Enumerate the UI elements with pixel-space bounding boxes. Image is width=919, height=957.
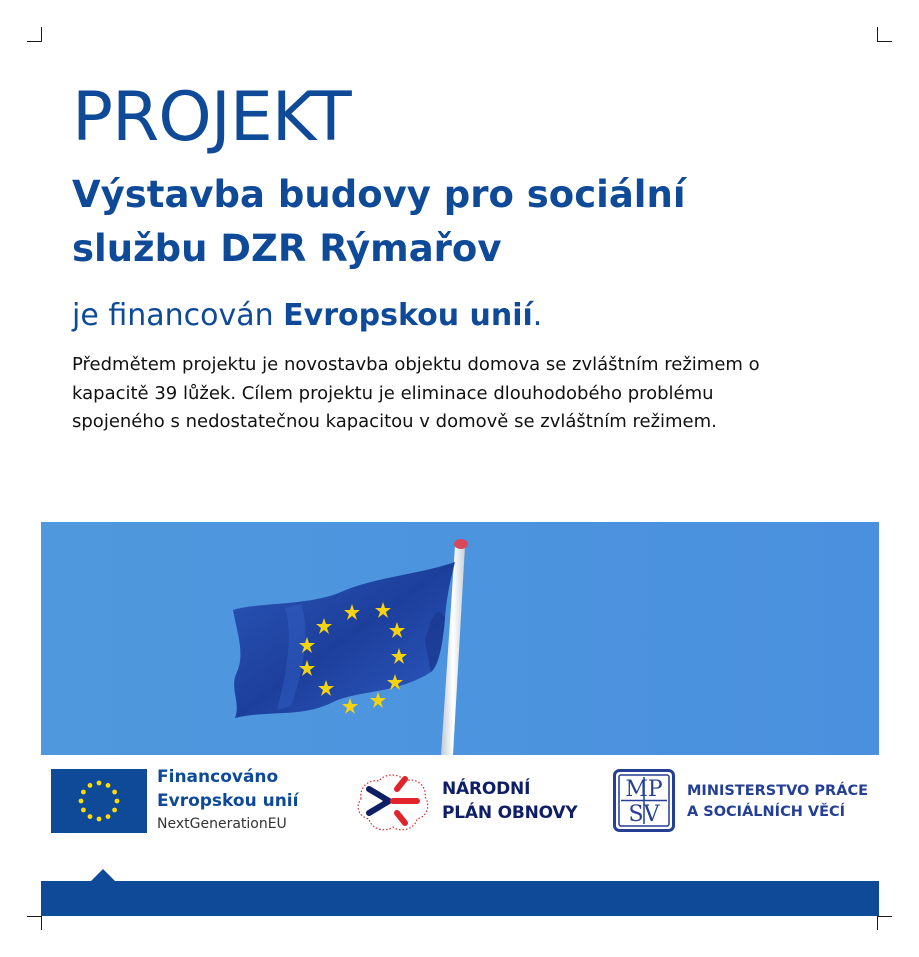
npo-arrow-icon	[355, 769, 433, 835]
npo-line1: NÁRODNÍ	[442, 779, 531, 799]
mpsv-emblem-icon	[613, 769, 675, 832]
mpsv-mark-top: MP	[625, 777, 663, 802]
financing-prefix: je financován	[72, 298, 284, 333]
project-title: Výstavba budovy pro sociální službu DZR Rýmařov	[72, 173, 686, 270]
mpsv-line1: MINISTERSTVO PRÁCE	[687, 783, 868, 799]
eu-funded-line: Financováno	[157, 767, 279, 787]
eu-union-line: Evropskou unií	[157, 791, 299, 811]
financing-statement	[72, 294, 542, 338]
footer-bar	[41, 881, 879, 916]
financing-suffix: .	[532, 298, 543, 333]
eu-flag-icon	[51, 769, 147, 833]
mpsv-mark-bottom: SV	[628, 802, 660, 827]
npo-text	[442, 777, 578, 825]
mpsv-text	[687, 781, 868, 823]
mpsv-line2: A SOCIÁLNÍCH VĚCÍ	[687, 804, 846, 820]
eu-funding-text	[157, 765, 298, 835]
eu-flag-photo	[41, 522, 879, 755]
financing-eu: Evropskou unií	[283, 298, 533, 333]
pole-finial	[454, 539, 468, 549]
projekt-heading: PROJEKT	[72, 78, 351, 157]
npo-line2: PLÁN OBNOVY	[442, 803, 578, 823]
project-description: Předmětem projektu je novostavba objektu domova se zvláštním režimem o kapacitě 39 lůžek. Cílem projektu je eliminace dlouhodobého problému spojeného s nedostatečnou kapacitou v domově se zvláštním režimem.	[72, 354, 760, 432]
next-generation-eu: NextGenerationEU	[157, 816, 287, 832]
footer-notch	[91, 869, 115, 881]
logo-strip	[0, 755, 919, 865]
